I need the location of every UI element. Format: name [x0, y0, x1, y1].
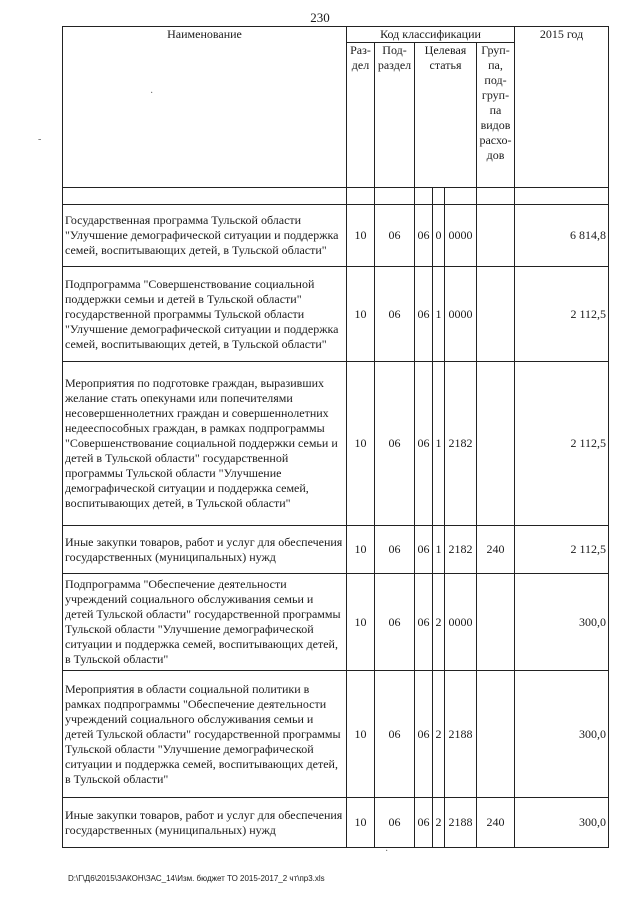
- row-cs2: 1: [433, 526, 445, 574]
- row-cs3: 2182: [445, 362, 477, 526]
- row-razdel: 10: [347, 798, 375, 848]
- row-cs3: 0000: [445, 574, 477, 671]
- row-razdel: 10: [347, 362, 375, 526]
- row-vr: [477, 205, 515, 267]
- row-name: Подпрограмма "Обеспечение деятельности учреждений социального обслуживания семьи и детей Тульской области" государственной программы Тульской области "Улучшение демографической ситуации и поддержка семей, воспитывающих детей, в Тульской области": [63, 574, 347, 671]
- row-podrazdel: 06: [375, 798, 415, 848]
- row-name: Мероприятия в области социальной политики в рамках подпрограммы "Обеспечение деятельности учреждений социального обслуживания семьи и детей Тульской области" государственной программы Тульской области "Улучшение демографической ситуации и поддержка семей, воспитывающих детей, в Тульской области": [63, 671, 347, 798]
- row-vr: [477, 267, 515, 362]
- row-cs1: 06: [415, 798, 433, 848]
- row-name: Государственная программа Тульской области "Улучшение демографической ситуации и поддержка семей, воспитывающих детей, в Тульской области": [63, 205, 347, 267]
- row-cs3: 2188: [445, 798, 477, 848]
- header-target-article: Целевая статья: [415, 43, 477, 188]
- row-vr: 240: [477, 526, 515, 574]
- row-podrazdel: 06: [375, 267, 415, 362]
- table-row: [63, 798, 609, 848]
- row-cs3: 0000: [445, 205, 477, 267]
- row-cs1: 06: [415, 205, 433, 267]
- row-razdel: 10: [347, 205, 375, 267]
- row-cs3: 2188: [445, 671, 477, 798]
- scan-speck: -: [38, 134, 42, 145]
- row-razdel: 10: [347, 574, 375, 671]
- file-path-footer: D:\Г\Д6\2015\ЗАКОН\ЗАС_14\Изм. бюджет ТО 2015-2017_2 чт\пр3.xls: [68, 874, 325, 883]
- scan-speck: ·: [150, 88, 154, 99]
- row-podrazdel: 06: [375, 526, 415, 574]
- row-cs2: 0: [433, 205, 445, 267]
- row-cs2: 2: [433, 574, 445, 671]
- row-amount: 300,0: [515, 798, 609, 848]
- row-amount: 300,0: [515, 574, 609, 671]
- row-amount: 300,0: [515, 671, 609, 798]
- row-cs1: 06: [415, 671, 433, 798]
- table-row: [63, 205, 609, 267]
- row-vr: 240: [477, 798, 515, 848]
- scan-speck: ·: [385, 846, 389, 857]
- row-cs3: 2182: [445, 526, 477, 574]
- row-name: Подпрограмма "Совершенствование социальной поддержки семьи и детей в Тульской области" государственной программы Тульской области "Улучшение демографической ситуации и поддержка семей, воспитывающих детей, в Тульской области": [63, 267, 347, 362]
- row-cs1: 06: [415, 267, 433, 362]
- header-spacer-row: [63, 188, 609, 205]
- header-classification: Код классификации: [347, 27, 515, 43]
- header-year: 2015 год: [515, 27, 609, 188]
- row-cs1: 06: [415, 574, 433, 671]
- row-name: Иные закупки товаров, работ и услуг для обеспечения государственных (муниципальных) нужд: [63, 526, 347, 574]
- row-cs1: 06: [415, 362, 433, 526]
- row-razdel: 10: [347, 267, 375, 362]
- row-razdel: 10: [347, 671, 375, 798]
- row-razdel: 10: [347, 526, 375, 574]
- header-group: Груп- па, под- груп- па видов расхо- дов: [477, 43, 515, 188]
- table-row: [63, 671, 609, 798]
- row-amount: 6 814,8: [515, 205, 609, 267]
- row-vr: [477, 574, 515, 671]
- header-name: Наименование: [63, 27, 347, 188]
- table-row: [63, 267, 609, 362]
- row-cs2: 2: [433, 798, 445, 848]
- budget-table: [62, 26, 609, 848]
- page-number: 230: [310, 10, 330, 25]
- row-podrazdel: 06: [375, 205, 415, 267]
- row-amount: 2 112,5: [515, 267, 609, 362]
- row-amount: 2 112,5: [515, 362, 609, 526]
- table-row: [63, 574, 609, 671]
- row-name: Мероприятия по подготовке граждан, выразивших желание стать опекунами или попечителями несовершеннолетних граждан и совершеннолетних недееспособных граждан, в рамках подпрограммы "Совершенствование социальной поддержки семьи и детей в Тульской области" государственной программы Тульской области "Улучшение демографической ситуации и поддержка семей, воспитывающих детей, в Тульской области": [63, 362, 347, 526]
- table-row: [63, 526, 609, 574]
- row-amount: 2 112,5: [515, 526, 609, 574]
- row-vr: [477, 362, 515, 526]
- row-podrazdel: 06: [375, 362, 415, 526]
- row-podrazdel: 06: [375, 671, 415, 798]
- row-cs1: 06: [415, 526, 433, 574]
- row-cs2: 1: [433, 267, 445, 362]
- row-podrazdel: 06: [375, 574, 415, 671]
- row-cs2: 2: [433, 671, 445, 798]
- row-cs3: 0000: [445, 267, 477, 362]
- header-section: Раз- дел: [347, 43, 375, 188]
- table-row: [63, 362, 609, 526]
- row-cs2: 1: [433, 362, 445, 526]
- row-vr: [477, 671, 515, 798]
- header-subsection: Под- раздел: [375, 43, 415, 188]
- row-name: Иные закупки товаров, работ и услуг для обеспечения государственных (муниципальных) нужд: [63, 798, 347, 848]
